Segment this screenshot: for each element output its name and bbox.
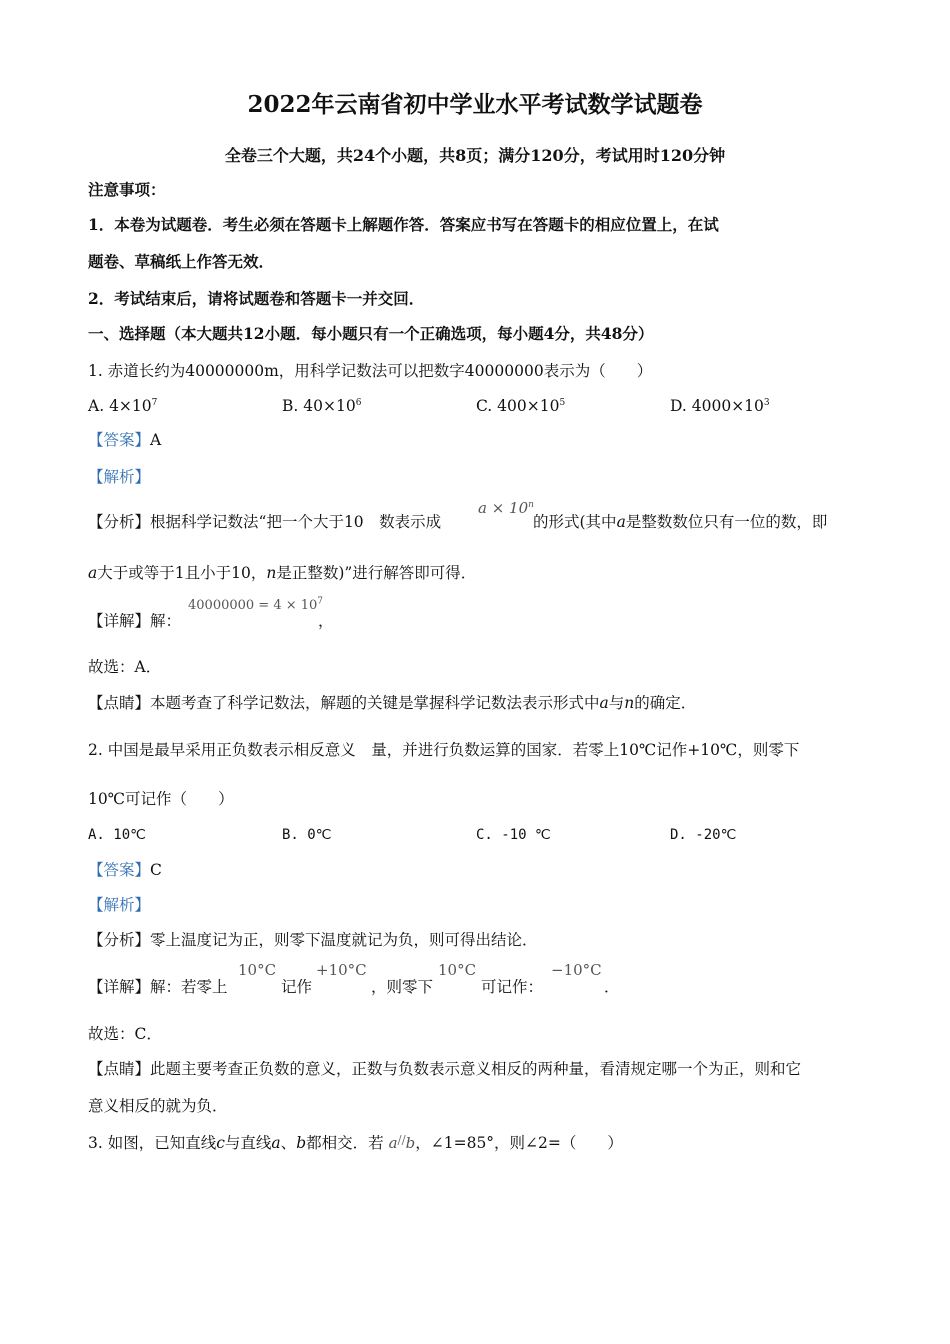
q1-comment-var-n: n — [624, 694, 635, 712]
q1-option-c — [476, 396, 565, 416]
q1-fenxi-line-1 — [88, 512, 441, 532]
q1-option-b-exponent: 6 — [355, 397, 362, 408]
q1-option-b-value: 40×10 — [303, 397, 356, 415]
q1-option-b — [282, 396, 361, 416]
q1-answer-value: A — [150, 431, 162, 449]
q1-fenxi-text-1: 根据科学记数法“把一个大于10 数表示成 — [150, 513, 442, 531]
q1-option-c-exponent: 5 — [559, 397, 566, 408]
q1-answer-line — [88, 430, 161, 450]
q2-answer-tag: 【答案】 — [88, 861, 151, 879]
q2-detail-prefix: 解：若零上 — [150, 978, 228, 996]
notice-item-1-line-1: 1．本卷为试题卷．考生必须在答题卡上解题作答．答案应书写在答题卡的相应位置上，在试 — [88, 215, 719, 234]
page-title: 2022年云南省初中学业水平考试数学试题卷 — [247, 91, 703, 118]
q2-comment-line-2: 意义相反的就为负． — [88, 1097, 228, 1115]
q1-answer-tag: 【答案】 — [88, 431, 151, 449]
q3-var-c: c — [216, 1134, 225, 1152]
q3-stem-text-4: ， — [415, 1134, 431, 1152]
q3-stem-text-1: 3. 如图，已知直线 — [88, 1134, 217, 1152]
q2-detail-text-3: 可记作： — [481, 978, 544, 996]
q1-detail-tag: 【详解】 — [88, 612, 151, 630]
q1-option-d-value: 4000×10 — [691, 397, 764, 415]
q1-fenxi-line-2-var-n: n — [266, 564, 277, 582]
q2-option-c: C. -10 ℃ — [476, 827, 551, 843]
q2-detail-math-3: 10°C — [438, 961, 477, 979]
q1-option-c-label: C. — [476, 397, 493, 415]
q1-detail-formula-base: 40000000 = 4 × 10 — [188, 598, 318, 613]
q1-detail-formula — [188, 598, 323, 613]
q1-fenxi-text-2: 的形式(其中 — [533, 513, 617, 531]
q1-fenxi-line-2-mid: 大于或等于1且小于10， — [97, 564, 267, 582]
q1-option-a-value: 4×10 — [109, 397, 152, 415]
q1-fenxi-line-2-var-a: a — [88, 564, 98, 582]
q2-detail-text-2: ，则零下 — [371, 978, 434, 996]
q2-detail-text-1: 记作 — [281, 978, 313, 996]
q1-fenxi-line-2-end: 是正整数)”进行解答即可得． — [276, 564, 477, 582]
q2-comment-line-1 — [88, 1059, 801, 1079]
q1-stem: 1. 赤道长约为40000000m，用科学记数法可以把数字40000000表示为（ ） — [88, 362, 653, 380]
notice-item-2: 2．考试结束后，请将试题卷和答题卡一并交回． — [88, 289, 425, 308]
q2-comment-tag: 【点睛】 — [88, 1060, 151, 1078]
q2-detail-line — [88, 977, 228, 997]
q2-option-a: A. 10℃ — [88, 827, 146, 843]
q2-analysis-tag: 【解析】 — [88, 896, 151, 914]
q1-analysis-tag: 【解析】 — [88, 468, 151, 486]
q3-stem — [88, 1130, 623, 1153]
q1-option-a-exponent: 7 — [151, 397, 158, 408]
q1-conclusion: 故选：A． — [88, 658, 162, 676]
q2-detail-end: ． — [604, 978, 620, 996]
q2-fenxi-tag: 【分析】 — [88, 931, 151, 949]
q2-conclusion: 故选：C． — [88, 1025, 162, 1043]
q1-option-c-value: 400×10 — [497, 397, 560, 415]
q2-stem-line-1: 2. 中国是最早采用正负数表示相反意义 量，并进行负数运算的国家．若零上10℃记作+10℃，则零下 — [88, 741, 800, 759]
q1-comment-var-a: a — [599, 694, 609, 712]
q1-option-d-label: D. — [670, 397, 687, 415]
q1-fenxi-tag: 【分析】 — [88, 513, 151, 531]
q3-stem-text-5: ∠1=85°，则∠2=（ ） — [430, 1134, 623, 1152]
q1-comment-mid: 与 — [608, 694, 625, 712]
q1-fenxi-var-a: a — [616, 513, 626, 531]
q1-fenxi-formula-exponent: n — [528, 500, 534, 510]
q3-var-a: a — [271, 1134, 281, 1152]
q1-option-a-label: A. — [88, 397, 105, 415]
q1-detail-prefix: 解： — [150, 612, 182, 630]
q2-detail-math-2: +10°C — [316, 961, 367, 979]
section-1-heading: 一、选择题（本大题共12小题．每小题只有一个正确选项，每小题4分，共48分） — [88, 324, 654, 343]
q2-comment-text-1: 此题主要考查正负数的意义，正数与负数表示意义相反的两种量，看清规定哪一个为正，则和它 — [150, 1060, 802, 1078]
q2-answer-line — [88, 860, 162, 880]
q1-comment-line — [88, 693, 696, 713]
q2-detail-tag: 【详解】 — [88, 978, 151, 996]
q2-detail-math-1: 10°C — [238, 961, 277, 979]
q1-fenxi-line-2 — [88, 563, 476, 583]
q3-sep: 、 — [280, 1134, 297, 1152]
q1-comment-tag: 【点睛】 — [88, 694, 151, 712]
q2-option-b: B. 0℃ — [282, 827, 332, 843]
q3-var-b: b — [296, 1134, 307, 1152]
q1-option-d — [670, 396, 770, 416]
q2-stem-line-2: 10℃可记作（ ） — [88, 790, 234, 808]
q1-detail-line — [88, 611, 181, 631]
q1-fenxi-line-1-tail — [533, 512, 827, 532]
q3-parallel-symbol: // — [397, 1133, 406, 1147]
q3-stem-text-3: 都相交．若 — [306, 1134, 384, 1152]
q3-parallel-formula — [389, 1134, 416, 1152]
q2-fenxi-line — [88, 930, 538, 950]
q2-answer-value: C — [150, 861, 162, 879]
q1-fenxi-formula-base: a × 10 — [478, 499, 529, 517]
q1-detail-formula-exponent: 7 — [317, 596, 324, 607]
notice-heading: 注意事项： — [88, 180, 166, 199]
q1-option-a — [88, 396, 157, 416]
q1-comment-text-1: 本题考查了科学记数法，解题的关键是掌握科学记数法表示形式中 — [150, 694, 600, 712]
q1-fenxi-text-3: 是整数数位只有一位的数，即 — [625, 513, 828, 531]
q1-detail-suffix: ， — [318, 612, 334, 630]
q2-detail-math-4: −10°C — [551, 961, 602, 979]
q2-option-d: D. -20℃ — [670, 827, 737, 843]
notice-item-1-line-2: 题卷、草稿纸上作答无效． — [88, 252, 275, 271]
q3-math-a: a — [388, 1134, 398, 1152]
q1-option-b-label: B. — [282, 397, 299, 415]
q1-fenxi-formula — [478, 499, 534, 517]
q1-comment-end: 的确定． — [634, 694, 697, 712]
q3-math-b: b — [405, 1134, 416, 1152]
q3-stem-text-2: 与直线 — [224, 1134, 272, 1152]
q2-fenxi-text: 零上温度记为正，则零下温度就记为负，则可得出结论． — [150, 931, 538, 949]
q1-option-d-exponent: 3 — [763, 397, 770, 408]
exam-subtitle: 全卷三个大题，共24个小题，共8页；满分120分，考试用时120分钟 — [224, 146, 726, 165]
